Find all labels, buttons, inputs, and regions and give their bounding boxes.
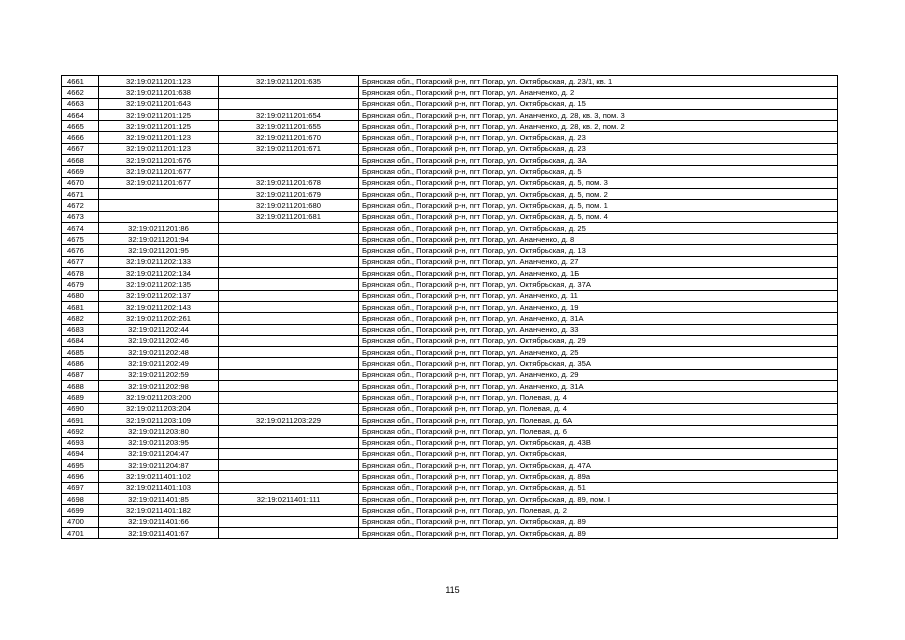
cadastral-number-cell: 32:19:0211203:204: [99, 403, 219, 414]
sub-cadastral-number-cell: [219, 222, 359, 233]
address-cell: Брянская обл., Погарский р-н, пгт Погар, ул. Ананченко, д. 19: [359, 301, 838, 312]
sub-cadastral-number-cell: [219, 166, 359, 177]
cadastral-number-cell: 32:19:0211201:638: [99, 87, 219, 98]
row-number-cell: 4666: [62, 132, 99, 143]
row-number-cell: 4701: [62, 527, 99, 538]
address-cell: Брянская обл., Погарский р-н, пгт Погар, ул. Октябрьская, д. 89: [359, 516, 838, 527]
address-cell: Брянская обл., Погарский р-н, пгт Погар, ул. Октябрьская, д. 5, пом. 3: [359, 177, 838, 188]
sub-cadastral-number-cell: [219, 301, 359, 312]
table-row: [62, 426, 838, 437]
table-row: [62, 166, 838, 177]
table-row: [62, 301, 838, 312]
table-row: [62, 335, 838, 346]
sub-cadastral-number-cell: [219, 279, 359, 290]
cadastral-number-cell: [99, 211, 219, 222]
row-number-cell: 4681: [62, 301, 99, 312]
row-number-cell: 4665: [62, 121, 99, 132]
table-row: [62, 222, 838, 233]
row-number-cell: 4690: [62, 403, 99, 414]
sub-cadastral-number-cell: [219, 482, 359, 493]
cadastral-number-cell: 32:19:0211201:125: [99, 121, 219, 132]
address-cell: Брянская обл., Погарский р-н, пгт Погар, ул. Октябрьская, д. 5, пом. 4: [359, 211, 838, 222]
row-number-cell: 4663: [62, 98, 99, 109]
cadastral-number-cell: 32:19:0211202:143: [99, 301, 219, 312]
sub-cadastral-number-cell: [219, 290, 359, 301]
row-number-cell: 4686: [62, 358, 99, 369]
cadastral-number-cell: 32:19:0211201:123: [99, 76, 219, 87]
sub-cadastral-number-cell: [219, 460, 359, 471]
sub-cadastral-number-cell: 32:19:0211201:680: [219, 200, 359, 211]
row-number-cell: 4673: [62, 211, 99, 222]
cadastral-number-cell: 32:19:0211201:123: [99, 132, 219, 143]
table-row: [62, 527, 838, 538]
address-cell: Брянская обл., Погарский р-н, пгт Погар, ул. Октябрьская, д. 37А: [359, 279, 838, 290]
address-cell: Брянская обл., Погарский р-н, пгт Погар, ул. Октябрьская, д. 5, пом. 2: [359, 188, 838, 199]
table-row: [62, 87, 838, 98]
address-cell: Брянская обл., Погарский р-н, пгт Погар, ул. Ананченко, д. 1Б: [359, 268, 838, 279]
address-cell: Брянская обл., Погарский р-н, пгт Погар, ул. Октябрьская, д. 89: [359, 527, 838, 538]
table-row: [62, 516, 838, 527]
address-cell: Брянская обл., Погарский р-н, пгт Погар, ул. Октябрьская, д. 13: [359, 245, 838, 256]
cadastral-number-cell: 32:19:0211201:86: [99, 222, 219, 233]
table-row: [62, 414, 838, 425]
cadastral-number-cell: 32:19:0211401:182: [99, 505, 219, 516]
cadastral-number-cell: 32:19:0211401:102: [99, 471, 219, 482]
row-number-cell: 4661: [62, 76, 99, 87]
cadastral-table: [61, 75, 838, 539]
cadastral-number-cell: 32:19:0211401:103: [99, 482, 219, 493]
sub-cadastral-number-cell: [219, 87, 359, 98]
row-number-cell: 4689: [62, 392, 99, 403]
address-cell: Брянская обл., Погарский р-н, пгт Погар, ул. Полевая, д. 4: [359, 392, 838, 403]
sub-cadastral-number-cell: [219, 324, 359, 335]
address-cell: Брянская обл., Погарский р-н, пгт Погар, ул. Октябрьская, д. 5: [359, 166, 838, 177]
table-row: [62, 188, 838, 199]
cadastral-number-cell: 32:19:0211202:48: [99, 347, 219, 358]
sub-cadastral-number-cell: 32:19:0211201:655: [219, 121, 359, 132]
table-row: [62, 132, 838, 143]
table-row: [62, 98, 838, 109]
address-cell: Брянская обл., Погарский р-н, пгт Погар, ул. Ананченко, д. 25: [359, 347, 838, 358]
table-row: [62, 505, 838, 516]
cadastral-number-cell: 32:19:0211203:95: [99, 437, 219, 448]
address-cell: Брянская обл., Погарский р-н, пгт Погар, ул. Октябрьская, д. 47А: [359, 460, 838, 471]
address-cell: Брянская обл., Погарский р-н, пгт Погар, ул. Октябрьская, д. 29: [359, 335, 838, 346]
address-cell: Брянская обл., Погарский р-н, пгт Погар, ул. Октябрьская, д. 89а: [359, 471, 838, 482]
row-number-cell: 4688: [62, 381, 99, 392]
sub-cadastral-number-cell: [219, 155, 359, 166]
row-number-cell: 4677: [62, 256, 99, 267]
row-number-cell: 4662: [62, 87, 99, 98]
table-row: [62, 471, 838, 482]
cadastral-number-cell: 32:19:0211204:47: [99, 448, 219, 459]
cadastral-number-cell: 32:19:0211401:67: [99, 527, 219, 538]
row-number-cell: 4671: [62, 188, 99, 199]
table-row: [62, 76, 838, 87]
address-cell: Брянская обл., Погарский р-н, пгт Погар, ул. Октябрьская, д. 23: [359, 132, 838, 143]
row-number-cell: 4680: [62, 290, 99, 301]
address-cell: Брянская обл., Погарский р-н, пгт Погар, ул. Октябрьская, д. 23/1, кв. 1: [359, 76, 838, 87]
row-number-cell: 4683: [62, 324, 99, 335]
table-row: [62, 392, 838, 403]
cadastral-number-cell: 32:19:0211202:134: [99, 268, 219, 279]
row-number-cell: 4684: [62, 335, 99, 346]
address-cell: Брянская обл., Погарский р-н, пгт Погар, ул. Октябрьская, д. 43В: [359, 437, 838, 448]
table-row: [62, 279, 838, 290]
table-row: [62, 155, 838, 166]
row-number-cell: 4685: [62, 347, 99, 358]
cadastral-number-cell: 32:19:0211202:44: [99, 324, 219, 335]
address-cell: Брянская обл., Погарский р-н, пгт Погар, ул. Полевая, д. 6: [359, 426, 838, 437]
sub-cadastral-number-cell: [219, 268, 359, 279]
cadastral-number-cell: [99, 200, 219, 211]
cadastral-number-cell: 32:19:0211201:677: [99, 166, 219, 177]
cadastral-number-cell: 32:19:0211201:676: [99, 155, 219, 166]
address-cell: Брянская обл., Погарский р-н, пгт Погар, ул. Октябрьская, д. 35А: [359, 358, 838, 369]
table-row: [62, 482, 838, 493]
cadastral-number-cell: 32:19:0211401:66: [99, 516, 219, 527]
sub-cadastral-number-cell: 32:19:0211201:671: [219, 143, 359, 154]
table-row: [62, 347, 838, 358]
table-row: [62, 324, 838, 335]
table-row: [62, 268, 838, 279]
table-row: [62, 437, 838, 448]
address-cell: Брянская обл., Погарский р-н, пгт Погар, ул. Ананченко, д. 28, кв. 2, пом. 2: [359, 121, 838, 132]
table-row: [62, 493, 838, 504]
table-row: [62, 211, 838, 222]
cadastral-number-cell: 32:19:0211401:85: [99, 493, 219, 504]
address-cell: Брянская обл., Погарский р-н, пгт Погар, ул. Октябрьская, д. 3А: [359, 155, 838, 166]
row-number-cell: 4697: [62, 482, 99, 493]
row-number-cell: 4672: [62, 200, 99, 211]
table-row: [62, 245, 838, 256]
cadastral-number-cell: 32:19:0211202:59: [99, 369, 219, 380]
cadastral-table-container: [61, 75, 837, 539]
sub-cadastral-number-cell: [219, 471, 359, 482]
cadastral-number-cell: 32:19:0211203:109: [99, 414, 219, 425]
sub-cadastral-number-cell: [219, 335, 359, 346]
row-number-cell: 4674: [62, 222, 99, 233]
table-row: [62, 381, 838, 392]
cadastral-number-cell: 32:19:0211202:135: [99, 279, 219, 290]
row-number-cell: 4675: [62, 234, 99, 245]
cadastral-number-cell: 32:19:0211202:46: [99, 335, 219, 346]
sub-cadastral-number-cell: [219, 426, 359, 437]
sub-cadastral-number-cell: 32:19:0211201:635: [219, 76, 359, 87]
row-number-cell: 4664: [62, 109, 99, 120]
address-cell: Брянская обл., Погарский р-н, пгт Погар, ул. Октябрьская, д. 25: [359, 222, 838, 233]
cadastral-number-cell: 32:19:0211202:261: [99, 313, 219, 324]
sub-cadastral-number-cell: [219, 527, 359, 538]
address-cell: Брянская обл., Погарский р-н, пгт Погар, ул. Октябрьская, д. 23: [359, 143, 838, 154]
address-cell: Брянская обл., Погарский р-н, пгт Погар, ул. Полевая, д. 2: [359, 505, 838, 516]
sub-cadastral-number-cell: [219, 234, 359, 245]
address-cell: Брянская обл., Погарский р-н, пгт Погар, ул. Полевая, д. 6А: [359, 414, 838, 425]
cadastral-number-cell: 32:19:0211201:125: [99, 109, 219, 120]
sub-cadastral-number-cell: 32:19:0211201:670: [219, 132, 359, 143]
table-row: [62, 403, 838, 414]
sub-cadastral-number-cell: [219, 392, 359, 403]
row-number-cell: 4687: [62, 369, 99, 380]
sub-cadastral-number-cell: [219, 347, 359, 358]
sub-cadastral-number-cell: [219, 437, 359, 448]
sub-cadastral-number-cell: 32:19:0211201:678: [219, 177, 359, 188]
row-number-cell: 4691: [62, 414, 99, 425]
row-number-cell: 4682: [62, 313, 99, 324]
address-cell: Брянская обл., Погарский р-н, пгт Погар, ул. Октябрьская, д. 15: [359, 98, 838, 109]
cadastral-number-cell: 32:19:0211202:98: [99, 381, 219, 392]
table-row: [62, 460, 838, 471]
cadastral-number-cell: [99, 188, 219, 199]
cadastral-number-cell: 32:19:0211203:200: [99, 392, 219, 403]
sub-cadastral-number-cell: [219, 256, 359, 267]
row-number-cell: 4667: [62, 143, 99, 154]
row-number-cell: 4696: [62, 471, 99, 482]
table-row: [62, 358, 838, 369]
address-cell: Брянская обл., Погарский р-н, пгт Погар, ул. Ананченко, д. 11: [359, 290, 838, 301]
address-cell: Брянская обл., Погарский р-н, пгт Погар, ул. Октябрьская, д. 51: [359, 482, 838, 493]
address-cell: Брянская обл., Погарский р-н, пгт Погар, ул. Октябрьская, д. 5, пом. 1: [359, 200, 838, 211]
row-number-cell: 4700: [62, 516, 99, 527]
row-number-cell: 4676: [62, 245, 99, 256]
row-number-cell: 4699: [62, 505, 99, 516]
address-cell: Брянская обл., Погарский р-н, пгт Погар, ул. Ананченко, д. 33: [359, 324, 838, 335]
sub-cadastral-number-cell: [219, 403, 359, 414]
row-number-cell: 4695: [62, 460, 99, 471]
row-number-cell: 4693: [62, 437, 99, 448]
address-cell: Брянская обл., Погарский р-н, пгт Погар, ул. Ананченко, д. 31А: [359, 313, 838, 324]
address-cell: Брянская обл., Погарский р-н, пгт Погар, ул. Октябрьская,: [359, 448, 838, 459]
row-number-cell: 4694: [62, 448, 99, 459]
sub-cadastral-number-cell: 32:19:0211401:111: [219, 493, 359, 504]
address-cell: Брянская обл., Погарский р-н, пгт Погар, ул. Полевая, д. 4: [359, 403, 838, 414]
table-row: [62, 121, 838, 132]
cadastral-number-cell: 32:19:0211202:133: [99, 256, 219, 267]
cadastral-number-cell: 32:19:0211201:95: [99, 245, 219, 256]
address-cell: Брянская обл., Погарский р-н, пгт Погар, ул. Ананченко, д. 27: [359, 256, 838, 267]
address-cell: Брянская обл., Погарский р-н, пгт Погар, ул. Ананченко, д. 28, кв. 3, пом. 3: [359, 109, 838, 120]
cadastral-number-cell: 32:19:0211201:643: [99, 98, 219, 109]
cadastral-number-cell: 32:19:0211201:123: [99, 143, 219, 154]
table-row: [62, 234, 838, 245]
table-row: [62, 369, 838, 380]
row-number-cell: 4668: [62, 155, 99, 166]
sub-cadastral-number-cell: 32:19:0211201:679: [219, 188, 359, 199]
sub-cadastral-number-cell: [219, 358, 359, 369]
table-row: [62, 448, 838, 459]
table-row: [62, 290, 838, 301]
sub-cadastral-number-cell: [219, 381, 359, 392]
sub-cadastral-number-cell: [219, 516, 359, 527]
cadastral-number-cell: 32:19:0211204:87: [99, 460, 219, 471]
address-cell: Брянская обл., Погарский р-н, пгт Погар, ул. Октябрьская, д. 89, пом. I: [359, 493, 838, 504]
row-number-cell: 4669: [62, 166, 99, 177]
address-cell: Брянская обл., Погарский р-н, пгт Погар, ул. Ананченко, д. 2: [359, 87, 838, 98]
sub-cadastral-number-cell: [219, 98, 359, 109]
cadastral-number-cell: 32:19:0211201:677: [99, 177, 219, 188]
table-row: [62, 143, 838, 154]
sub-cadastral-number-cell: 32:19:0211201:681: [219, 211, 359, 222]
sub-cadastral-number-cell: 32:19:0211201:654: [219, 109, 359, 120]
sub-cadastral-number-cell: [219, 245, 359, 256]
sub-cadastral-number-cell: [219, 505, 359, 516]
cadastral-number-cell: 32:19:0211203:80: [99, 426, 219, 437]
address-cell: Брянская обл., Погарский р-н, пгт Погар, ул. Ананченко, д. 8: [359, 234, 838, 245]
table-body: [62, 76, 838, 539]
row-number-cell: 4678: [62, 268, 99, 279]
sub-cadastral-number-cell: [219, 448, 359, 459]
cadastral-number-cell: 32:19:0211202:49: [99, 358, 219, 369]
cadastral-number-cell: 32:19:0211202:137: [99, 290, 219, 301]
page-number: 115: [445, 585, 460, 595]
table-row: [62, 109, 838, 120]
sub-cadastral-number-cell: [219, 313, 359, 324]
row-number-cell: 4698: [62, 493, 99, 504]
cadastral-number-cell: 32:19:0211201:94: [99, 234, 219, 245]
address-cell: Брянская обл., Погарский р-н, пгт Погар, ул. Ананченко, д. 31А: [359, 381, 838, 392]
row-number-cell: 4670: [62, 177, 99, 188]
table-row: [62, 200, 838, 211]
address-cell: Брянская обл., Погарский р-н, пгт Погар, ул. Ананченко, д. 29: [359, 369, 838, 380]
sub-cadastral-number-cell: [219, 369, 359, 380]
table-row: [62, 256, 838, 267]
sub-cadastral-number-cell: 32:19:0211203:229: [219, 414, 359, 425]
table-row: [62, 177, 838, 188]
row-number-cell: 4692: [62, 426, 99, 437]
row-number-cell: 4679: [62, 279, 99, 290]
table-row: [62, 313, 838, 324]
